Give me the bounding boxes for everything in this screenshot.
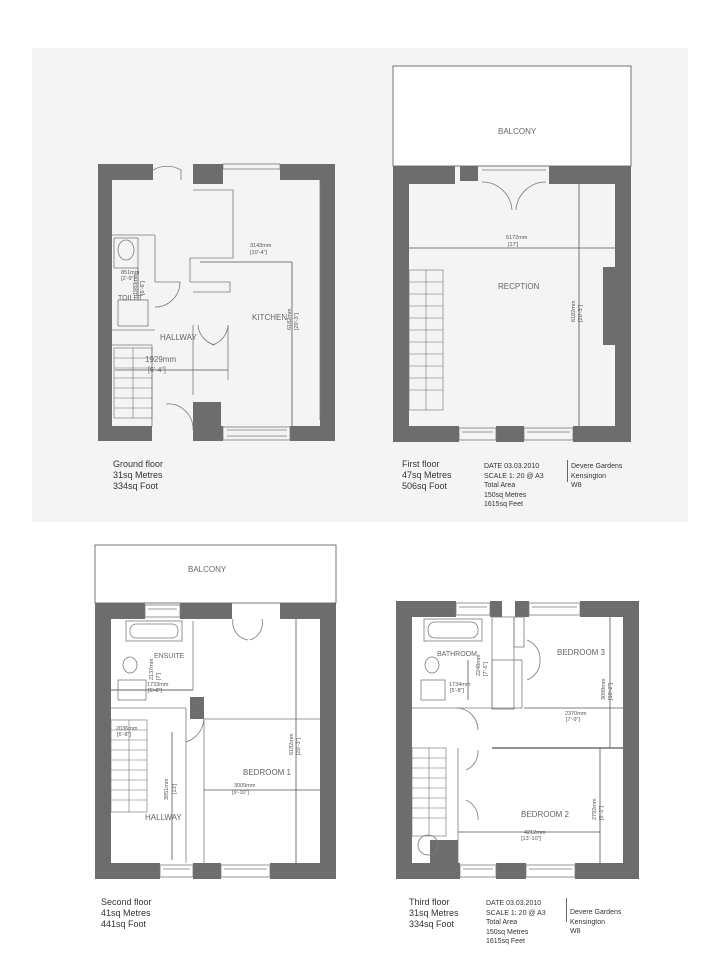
second-floor-name: Second floor — [101, 897, 152, 907]
top-title-block — [484, 462, 544, 510]
bedroom1-width-dim: 3009mm — [234, 783, 256, 789]
bedroom3-height-dim-ft: [10'-2"] — [608, 682, 614, 700]
bottom-address-line3: W8 — [570, 928, 581, 935]
top-address — [571, 462, 622, 491]
bathroom-label: BATHROOM — [437, 651, 477, 658]
third-floor-plan — [396, 601, 639, 879]
second-floor-plan — [95, 545, 336, 879]
top-address-line1: Devere Gardens — [571, 463, 623, 470]
first-floor-name: First floor — [402, 459, 440, 469]
kitchen-width-dim-ft: [10'-4"] — [250, 250, 268, 256]
toilet-width-dim-ft: [2'-9"] — [121, 276, 136, 282]
ensuite-label: ENSUITE — [154, 653, 185, 660]
third-stairs — [412, 748, 446, 836]
first-balcony — [393, 66, 631, 166]
second-floor-area-ft: 441sq Foot — [101, 919, 147, 929]
ground-floor-walls — [98, 164, 335, 441]
bedroom2-width-dim-ft: [13'-10"] — [521, 836, 542, 842]
third-floor-walls — [396, 601, 639, 879]
toilet-label: TOILET — [118, 295, 143, 302]
ground-floor-linework — [112, 164, 320, 440]
top-title-divider — [567, 460, 568, 482]
bedroom2-label: BEDROOM 2 — [521, 810, 570, 819]
bedroom2-width-dim: 4212mm — [524, 830, 546, 836]
second-hall-width-dim-ft: [6'-8"] — [117, 732, 132, 738]
bottom-title-divider — [566, 898, 567, 922]
bedroom1-width-dim-ft: [9'-10"] — [232, 790, 250, 796]
third-floor-area-m: 31sq Metres — [409, 908, 459, 918]
bedroom2-height-dim: 2792mm — [592, 798, 598, 820]
bathroom-width-dim-ft: [5'-8"] — [450, 688, 465, 694]
second-hall-height-dim-ft: [13'] — [172, 783, 178, 794]
top-total-ft: 1615sq Feet — [484, 501, 523, 508]
top-date: DATE 03.03.2010 — [484, 463, 540, 470]
reception-label: RECPTION — [498, 282, 540, 291]
ground-floor-plan — [98, 164, 335, 441]
third-floor-area-ft: 334sq Foot — [409, 919, 455, 929]
toilet-width-dim: 851mm — [121, 270, 140, 276]
bedroom3-height-dim: 3098mm — [601, 678, 607, 700]
bottom-total-ft: 1615sq Feet — [486, 938, 525, 945]
bathroom-height-dim: 2248mm — [476, 654, 482, 676]
ensuite-width-dim-ft: [5'-8"] — [148, 688, 163, 694]
first-floor-area-ft: 506sq Foot — [402, 481, 448, 491]
kitchen-height-dim-ft: [20'-3"] — [294, 312, 300, 330]
bathroom-height-dim-ft: [7'-5"] — [483, 661, 489, 676]
first-balcony-label: BALCONY — [498, 127, 537, 136]
bedroom1-height-dim: 6182mm — [289, 733, 295, 755]
bottom-title-block — [486, 899, 546, 947]
top-address-line3: W8 — [571, 482, 582, 489]
first-floor-plan — [393, 66, 631, 442]
hallway-label: HALLWAY — [160, 333, 197, 342]
top-total-m: 150sq Metres — [484, 491, 527, 499]
toilet-height-dim-ft: [6'-6"] — [140, 280, 146, 295]
ensuite-width-dim: 1733mm — [147, 682, 169, 688]
bedroom3-width-dim: 2370mm — [565, 711, 587, 717]
bottom-date: DATE 03.03.2010 — [486, 900, 542, 907]
ensuite-height-dim: 2137mm — [149, 658, 155, 680]
bedroom3-width-dim-ft: [7'-9"] — [566, 717, 581, 723]
bottom-address-line1: Devere Gardens — [570, 909, 622, 916]
second-balcony-label: BALCONY — [188, 565, 227, 574]
reception-height-dim: 6182mm — [571, 300, 577, 322]
reception-width-dim: 5172mm — [506, 235, 528, 241]
ensuite-height-dim-ft: [7'] — [156, 672, 162, 680]
bottom-total-m: 150sq Metres — [486, 928, 529, 936]
kitchen-label: KITCHEN — [252, 313, 288, 322]
first-stairs — [409, 270, 443, 410]
hallway-width-dim-ft: [6'-4"] — [148, 367, 166, 374]
kitchen-height-dim: 6182mm — [287, 308, 293, 330]
bottom-total-area: Total Area — [486, 919, 518, 926]
second-hall-width-dim: 2036mm — [116, 726, 138, 732]
third-floor-info — [409, 897, 459, 930]
bedroom2-height-dim-ft: [9'-2"] — [599, 805, 605, 820]
top-total-area: Total Area — [484, 482, 516, 489]
second-floor-area-m: 41sq Metres — [101, 908, 151, 918]
third-floor-name: Third floor — [409, 897, 450, 907]
top-address-line2: Kensington — [571, 472, 607, 480]
first-floor-info — [402, 459, 452, 492]
bottom-address-line2: Kensington — [570, 918, 606, 926]
bedroom1-label: BEDROOM 1 — [243, 768, 292, 777]
bedroom3-label: BEDROOM 3 — [557, 648, 606, 657]
reception-width-dim-ft: [17'] — [508, 242, 519, 248]
first-floor-linework — [409, 170, 615, 440]
kitchen-width-dim: 3143mm — [250, 243, 272, 249]
reception-height-dim-ft: [20'-3"] — [578, 304, 584, 322]
bedroom1-height-dim-ft: [20'-3"] — [296, 737, 302, 755]
top-scale: SCALE 1: 20 @ A3 — [484, 472, 544, 480]
bottom-address — [570, 908, 621, 937]
bottom-scale: SCALE 1: 20 @ A3 — [486, 909, 546, 917]
ground-floor-area-ft: 334sq Foot — [113, 481, 159, 491]
first-floor-area-m: 47sq Metres — [402, 470, 452, 480]
toilet-height-dim: 1983mm — [133, 273, 139, 295]
bathroom-width-dim: 1734mm — [449, 682, 471, 688]
hallway-width-dim: 1929mm — [145, 355, 177, 364]
ground-floor-name: Ground floor — [113, 459, 164, 469]
second-balcony — [95, 545, 336, 603]
second-floor-info — [101, 897, 152, 930]
second-hallway-label: HALLWAY — [145, 813, 182, 822]
ground-floor-area-m: 31sq Metres — [113, 470, 163, 480]
ground-floor-info — [113, 459, 163, 492]
second-hall-height-dim: 3951mm — [164, 778, 170, 800]
